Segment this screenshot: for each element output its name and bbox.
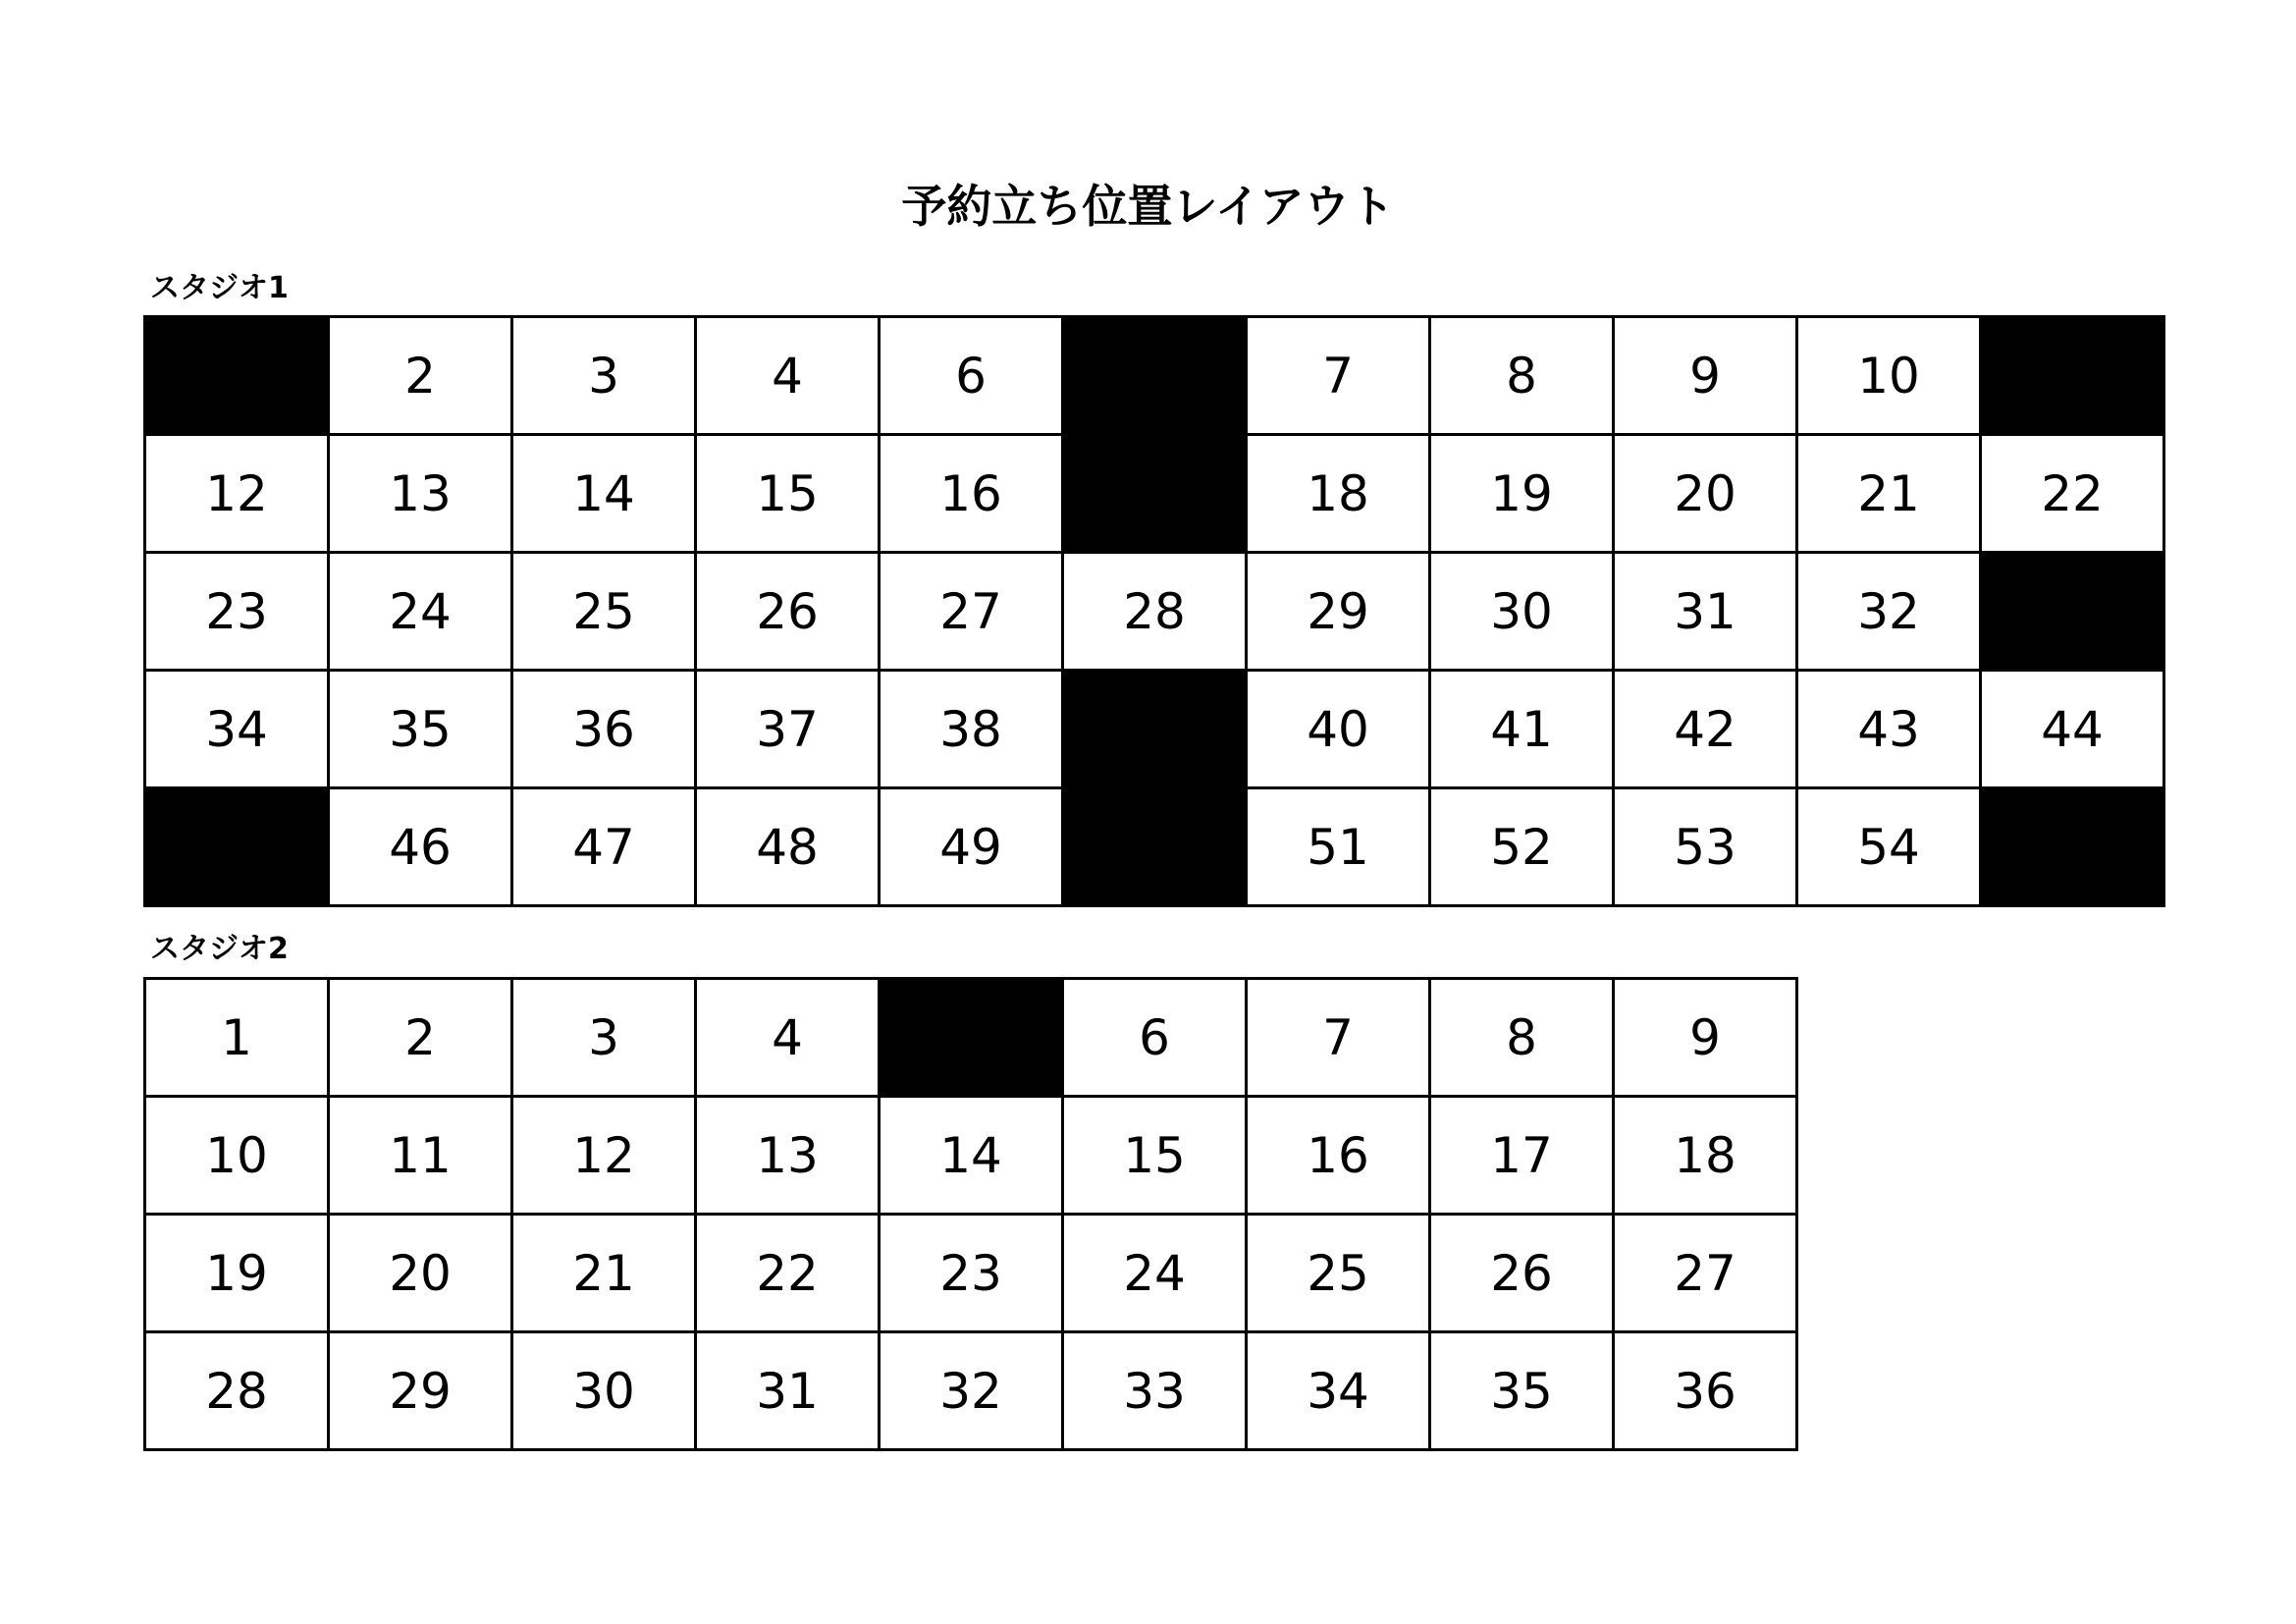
seat-12[interactable]: 12 (513, 1098, 697, 1216)
seat-10[interactable]: 10 (1798, 318, 1982, 436)
seat-35[interactable]: 35 (1431, 1333, 1615, 1451)
studio-2-label: スタジオ2 (150, 932, 289, 966)
seat-21[interactable]: 21 (513, 1216, 697, 1333)
seat-19[interactable]: 19 (1431, 436, 1615, 554)
studio-1-label: スタジオ1 (150, 271, 289, 305)
seat-7[interactable]: 7 (1248, 980, 1431, 1098)
seat-10[interactable]: 10 (146, 1098, 330, 1216)
seat-53[interactable]: 53 (1615, 789, 1798, 907)
blocked-seat (1064, 789, 1248, 907)
seat-2[interactable]: 2 (330, 980, 513, 1098)
seat-22[interactable]: 22 (1982, 436, 2165, 554)
seat-14[interactable]: 14 (513, 436, 697, 554)
blocked-seat (146, 318, 330, 436)
seat-13[interactable]: 13 (697, 1098, 881, 1216)
seat-28[interactable]: 28 (1064, 554, 1248, 672)
seat-28[interactable]: 28 (146, 1333, 330, 1451)
seat-20[interactable]: 20 (330, 1216, 513, 1333)
seat-17[interactable]: 17 (1431, 1098, 1615, 1216)
blocked-seat (146, 789, 330, 907)
seat-38[interactable]: 38 (881, 672, 1064, 789)
studio-2-grid (143, 977, 1798, 1451)
seat-14[interactable]: 14 (881, 1098, 1064, 1216)
seat-46[interactable]: 46 (330, 789, 513, 907)
seat-37[interactable]: 37 (697, 672, 881, 789)
seat-18[interactable]: 18 (1615, 1098, 1798, 1216)
seat-11[interactable]: 11 (330, 1098, 513, 1216)
seat-35[interactable]: 35 (330, 672, 513, 789)
blocked-seat (1982, 554, 2165, 672)
seat-15[interactable]: 15 (1064, 1098, 1248, 1216)
seat-32[interactable]: 32 (1798, 554, 1982, 672)
seat-3[interactable]: 3 (513, 980, 697, 1098)
seat-27[interactable]: 27 (1615, 1216, 1798, 1333)
blocked-seat (1064, 318, 1248, 436)
seat-7[interactable]: 7 (1248, 318, 1431, 436)
page-title: 予約立ち位置レイアウト (901, 180, 1395, 233)
seat-16[interactable]: 16 (1248, 1098, 1431, 1216)
seat-51[interactable]: 51 (1248, 789, 1431, 907)
seat-24[interactable]: 24 (1064, 1216, 1248, 1333)
seat-23[interactable]: 23 (881, 1216, 1064, 1333)
seat-40[interactable]: 40 (1248, 672, 1431, 789)
seat-25[interactable]: 25 (1248, 1216, 1431, 1333)
seat-2[interactable]: 2 (330, 318, 513, 436)
seat-52[interactable]: 52 (1431, 789, 1615, 907)
blocked-seat (1064, 672, 1248, 789)
seat-25[interactable]: 25 (513, 554, 697, 672)
seat-22[interactable]: 22 (697, 1216, 881, 1333)
seat-36[interactable]: 36 (513, 672, 697, 789)
seat-8[interactable]: 8 (1431, 318, 1615, 436)
studio-1-grid (143, 315, 2165, 907)
seat-9[interactable]: 9 (1615, 318, 1798, 436)
seat-34[interactable]: 34 (1248, 1333, 1431, 1451)
seat-21[interactable]: 21 (1798, 436, 1982, 554)
seat-6[interactable]: 6 (881, 318, 1064, 436)
seat-8[interactable]: 8 (1431, 980, 1615, 1098)
seat-49[interactable]: 49 (881, 789, 1064, 907)
seat-30[interactable]: 30 (1431, 554, 1615, 672)
seat-27[interactable]: 27 (881, 554, 1064, 672)
seat-19[interactable]: 19 (146, 1216, 330, 1333)
blocked-seat (1982, 318, 2165, 436)
seat-32[interactable]: 32 (881, 1333, 1064, 1451)
seat-23[interactable]: 23 (146, 554, 330, 672)
blocked-seat (1982, 789, 2165, 907)
seat-3[interactable]: 3 (513, 318, 697, 436)
seat-33[interactable]: 33 (1064, 1333, 1248, 1451)
seat-47[interactable]: 47 (513, 789, 697, 907)
seat-44[interactable]: 44 (1982, 672, 2165, 789)
seat-13[interactable]: 13 (330, 436, 513, 554)
seat-43[interactable]: 43 (1798, 672, 1982, 789)
seat-31[interactable]: 31 (697, 1333, 881, 1451)
seat-41[interactable]: 41 (1431, 672, 1615, 789)
seat-1[interactable]: 1 (146, 980, 330, 1098)
seat-15[interactable]: 15 (697, 436, 881, 554)
blocked-seat (1064, 436, 1248, 554)
seat-30[interactable]: 30 (513, 1333, 697, 1451)
seat-20[interactable]: 20 (1615, 436, 1798, 554)
seat-12[interactable]: 12 (146, 436, 330, 554)
seat-34[interactable]: 34 (146, 672, 330, 789)
seat-48[interactable]: 48 (697, 789, 881, 907)
seat-29[interactable]: 29 (1248, 554, 1431, 672)
seat-24[interactable]: 24 (330, 554, 513, 672)
blocked-seat (881, 980, 1064, 1098)
seat-16[interactable]: 16 (881, 436, 1064, 554)
seat-18[interactable]: 18 (1248, 436, 1431, 554)
seat-29[interactable]: 29 (330, 1333, 513, 1451)
seat-36[interactable]: 36 (1615, 1333, 1798, 1451)
seat-4[interactable]: 4 (697, 318, 881, 436)
seat-26[interactable]: 26 (1431, 1216, 1615, 1333)
seat-6[interactable]: 6 (1064, 980, 1248, 1098)
seat-31[interactable]: 31 (1615, 554, 1798, 672)
seat-4[interactable]: 4 (697, 980, 881, 1098)
seat-9[interactable]: 9 (1615, 980, 1798, 1098)
seat-42[interactable]: 42 (1615, 672, 1798, 789)
seat-26[interactable]: 26 (697, 554, 881, 672)
seat-54[interactable]: 54 (1798, 789, 1982, 907)
